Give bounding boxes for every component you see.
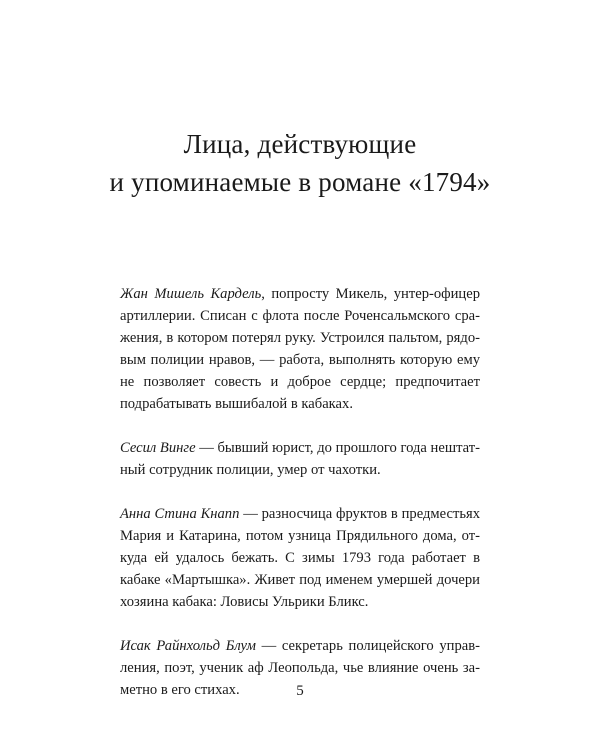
character-name: Сесил Винге <box>120 440 196 456</box>
character-entry <box>120 503 480 613</box>
character-description: — бывший юрист, до прошлого года нештатный сотрудник полиции, умер от чахотки. <box>120 440 480 478</box>
chapter-title-line-2: и упоминаемые в романе «1794» <box>109 167 491 197</box>
character-name: Жан Мишель Кардель <box>120 286 262 302</box>
character-description: — разносчица фруктов в предместьях Мария и Катарина, потом узница Прядильного дома, откуда ей удалось бежать. С зимы 1793 года работает в кабаке «Мартышка». Живет под именем умершей дочери хозяина кабака: Ловисы Ульрики Бликс. <box>120 506 480 610</box>
character-name: Исак Райнхольд Блум <box>120 638 256 654</box>
character-description: — секретарь полицейского управления, поэт, ученик аф Леопольда, чье влияние очень заметно в его стихах. <box>120 638 480 698</box>
character-list <box>120 283 480 723</box>
page-number: 5 <box>296 683 304 699</box>
character-name: Анна Стина Кнапп <box>120 506 240 522</box>
character-entry <box>120 283 480 415</box>
chapter-title-line-1: Лица, действующие <box>183 129 417 159</box>
character-description: , попросту Микель, унтер-офицер артиллерии. Списан с флота после Роченсальмского сражения, в котором потерял руку. Устроился пальтом, рядовым полиции нравов, — работа, выполнять которую ему не позволяет совесть и доброе сердце; предпочитает подрабатывать вышибалой в кабаках. <box>120 286 480 412</box>
chapter-title <box>0 125 600 201</box>
character-entry <box>120 437 480 481</box>
